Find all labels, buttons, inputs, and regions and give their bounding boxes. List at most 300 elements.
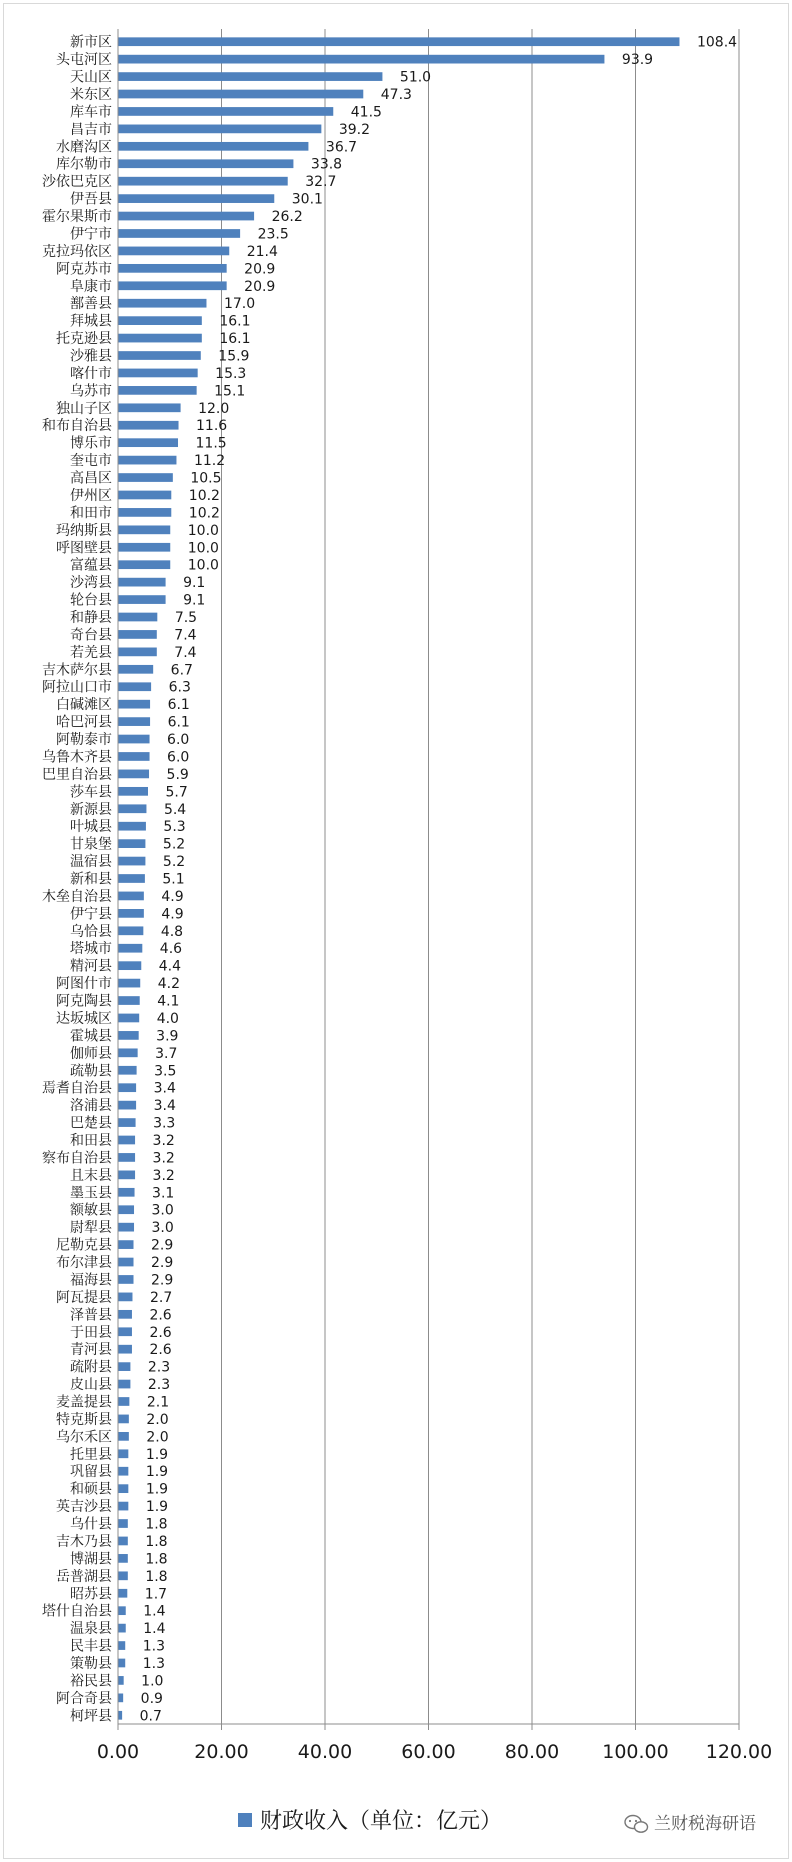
- category-label: 阿克陶县: [56, 993, 112, 1010]
- bar: [119, 90, 364, 99]
- bar: [119, 578, 166, 587]
- category-label: 奎屯市: [70, 453, 112, 470]
- legend: [238, 1809, 502, 1834]
- bar: [119, 1554, 128, 1563]
- bar: [119, 1380, 131, 1389]
- value-label: 6.0: [167, 749, 190, 766]
- x-tick-label: 60.00: [401, 1741, 456, 1763]
- category-label: 头屯河区: [56, 52, 112, 69]
- category-label: 克拉玛依区: [42, 243, 112, 260]
- bar: [119, 1345, 132, 1354]
- bars: [119, 35, 738, 1725]
- category-label: 阿拉山口市: [42, 679, 112, 696]
- bar: [119, 648, 157, 657]
- category-label: 疏勒县: [70, 1063, 112, 1080]
- bar: [119, 177, 288, 186]
- category-label: 吉木乃县: [56, 1533, 112, 1550]
- value-label: 4.1: [157, 993, 180, 1010]
- bar: [119, 1258, 134, 1267]
- bar: [119, 1606, 126, 1615]
- category-label: 伊宁县: [70, 906, 112, 923]
- bar: [119, 229, 241, 238]
- bar: [119, 1589, 128, 1598]
- category-label: 白碱滩区: [56, 697, 112, 714]
- bar: [119, 1310, 132, 1319]
- bar: [119, 1676, 124, 1685]
- category-label: 莎车县: [70, 784, 112, 801]
- value-label: 12.0: [198, 400, 230, 417]
- value-label: 6.3: [168, 679, 191, 696]
- category-label: 柯坪县: [70, 1708, 112, 1725]
- bar: [119, 142, 309, 151]
- bar: [119, 961, 142, 970]
- value-label: 6.1: [167, 714, 190, 731]
- category-label: 岳普湖县: [56, 1568, 112, 1585]
- category-label: 高昌区: [70, 470, 112, 487]
- value-label: 3.7: [155, 1045, 178, 1062]
- bar: [119, 194, 275, 203]
- value-label: 10.5: [190, 470, 222, 487]
- value-label: 1.8: [145, 1551, 168, 1568]
- category-label: 伽师县: [70, 1045, 112, 1062]
- value-label: 5.7: [165, 784, 188, 801]
- bar: [119, 1083, 137, 1092]
- bar: [119, 665, 154, 674]
- bar: [119, 456, 177, 465]
- value-label: 5.1: [162, 871, 185, 888]
- value-label: 5.4: [163, 801, 187, 818]
- value-label: 2.6: [149, 1324, 172, 1341]
- bar: [119, 1624, 126, 1633]
- category-label: 洛浦县: [70, 1098, 112, 1115]
- bar: [119, 857, 146, 866]
- value-label: 41.5: [350, 104, 382, 121]
- value-label: 1.4: [143, 1603, 166, 1620]
- bar: [119, 491, 172, 500]
- value-label: 6.7: [170, 662, 193, 679]
- category-label: 沙依巴克区: [42, 174, 112, 191]
- category-label: 塔城市: [70, 941, 112, 958]
- value-label: 51.0: [399, 69, 432, 86]
- category-label: 沙雅县: [70, 348, 112, 365]
- watermark-text: 兰财税海研语: [654, 1814, 756, 1834]
- value-label: 3.1: [152, 1185, 175, 1202]
- value-label: 1.9: [145, 1481, 169, 1498]
- value-label: 1.0: [141, 1673, 164, 1690]
- value-label: 0.7: [139, 1708, 162, 1725]
- category-label: 温泉县: [70, 1621, 112, 1638]
- bar: [119, 944, 143, 953]
- value-label: 108.4: [696, 34, 738, 51]
- bar: [119, 822, 146, 831]
- category-label: 库尔勒市: [56, 156, 112, 173]
- category-label: 哈巴河县: [56, 714, 112, 731]
- bar: [119, 979, 141, 988]
- bar: [119, 403, 181, 412]
- value-label: 10.2: [188, 487, 220, 504]
- value-label: 2.3: [147, 1377, 171, 1394]
- value-label: 16.1: [219, 331, 251, 348]
- bar: [119, 926, 144, 935]
- category-label: 独山子区: [56, 400, 112, 417]
- bar: [119, 1449, 129, 1458]
- value-label: 1.9: [145, 1499, 169, 1516]
- value-label: 33.8: [310, 156, 343, 173]
- category-label: 富蕴县: [70, 557, 112, 574]
- value-label: 17.0: [223, 296, 256, 313]
- bar: [119, 892, 144, 901]
- value-label: 5.2: [162, 836, 186, 853]
- category-label: 福海县: [70, 1272, 112, 1289]
- category-label: 英吉沙县: [56, 1499, 112, 1516]
- category-label: 尉犁县: [70, 1220, 112, 1237]
- bar: [119, 1327, 132, 1336]
- category-label: 和静县: [70, 610, 112, 627]
- value-label: 2.6: [149, 1342, 172, 1359]
- category-label: 于田县: [70, 1324, 112, 1341]
- category-label: 库车市: [70, 104, 112, 121]
- value-label: 2.9: [151, 1255, 174, 1272]
- category-label: 托里县: [70, 1446, 112, 1463]
- chart-frame: [3, 3, 789, 1859]
- category-label: 阿克苏市: [56, 261, 112, 278]
- bar: [119, 473, 173, 482]
- bar: [119, 1188, 135, 1197]
- category-label: 疏附县: [70, 1359, 112, 1376]
- bar: [119, 1711, 123, 1720]
- value-label: 2.3: [147, 1359, 171, 1376]
- bar: [119, 1484, 129, 1493]
- category-label: 乌什县: [70, 1516, 112, 1533]
- value-label: 39.2: [338, 121, 371, 138]
- category-label: 额敏县: [70, 1202, 112, 1219]
- value-label: 5.2: [162, 854, 186, 871]
- bar: [119, 212, 255, 221]
- category-label: 奇台县: [70, 627, 112, 644]
- bar: [119, 595, 166, 604]
- category-label: 拜城县: [70, 313, 112, 330]
- x-tick-label: 80.00: [504, 1741, 560, 1763]
- bar: [119, 560, 171, 569]
- bar: [119, 1136, 136, 1145]
- category-label: 霍城县: [70, 1028, 112, 1045]
- category-label: 阿瓦提县: [56, 1289, 112, 1306]
- value-label: 2.0: [146, 1429, 169, 1446]
- bar: [119, 159, 294, 168]
- category-label: 达坂城区: [56, 1010, 112, 1027]
- bar: [119, 1467, 129, 1476]
- value-label: 15.3: [215, 365, 247, 382]
- value-label: 93.9: [621, 52, 654, 69]
- bar: [119, 1415, 129, 1424]
- bar: [119, 735, 150, 744]
- category-label: 阿勒泰市: [56, 732, 112, 749]
- value-label: 11.2: [193, 453, 226, 470]
- category-label: 阿合奇县: [56, 1690, 112, 1707]
- value-label: 4.2: [157, 976, 181, 993]
- bar: [119, 72, 383, 81]
- value-label: 20.9: [244, 261, 276, 278]
- bar: [119, 438, 179, 447]
- value-label: 4.8: [160, 923, 184, 940]
- value-label: 36.7: [325, 139, 358, 156]
- bar: [119, 1048, 138, 1057]
- category-label: 察布自治县: [42, 1150, 112, 1167]
- bar: [119, 909, 144, 918]
- value-label: 6.0: [167, 732, 190, 749]
- bar: [119, 1571, 128, 1580]
- value-label: 3.4: [153, 1080, 176, 1097]
- category-label: 伊宁市: [70, 226, 112, 243]
- category-label: 博乐市: [70, 435, 112, 452]
- value-label: 3.2: [152, 1132, 175, 1149]
- value-label: 20.9: [244, 278, 276, 295]
- bar: [119, 1432, 129, 1441]
- category-label: 甘泉堡: [70, 836, 112, 853]
- value-label: 1.8: [145, 1516, 168, 1533]
- bar: [119, 787, 148, 796]
- bar: [119, 1693, 124, 1702]
- bar: [119, 996, 140, 1005]
- category-label: 巴里自治县: [42, 766, 112, 783]
- value-label: 3.4: [153, 1098, 176, 1115]
- category-label: 若羌县: [70, 644, 112, 661]
- value-label: 47.3: [380, 87, 412, 104]
- x-tick-label: 100.00: [602, 1741, 669, 1763]
- value-label: 6.1: [167, 697, 190, 714]
- value-label: 4.0: [156, 1010, 179, 1027]
- bar: [119, 839, 146, 848]
- bar: [119, 369, 198, 378]
- category-label: 和布自治县: [42, 418, 112, 435]
- category-label: 玛纳斯县: [56, 522, 112, 539]
- category-label: 木垒自治县: [42, 888, 112, 905]
- value-label: 23.5: [257, 226, 289, 243]
- x-tick-label: 0.00: [96, 1741, 140, 1763]
- gridlines: [222, 29, 740, 1724]
- category-label: 精河县: [70, 958, 112, 975]
- bar: [119, 508, 172, 517]
- value-label: 7.5: [174, 610, 198, 627]
- category-label: 昭苏县: [70, 1586, 112, 1603]
- bar: [119, 1362, 131, 1371]
- category-label: 策勒县: [70, 1655, 112, 1672]
- x-tick-label: 40.00: [297, 1741, 353, 1763]
- value-label: 3.2: [152, 1167, 175, 1184]
- value-label: 2.9: [151, 1272, 174, 1289]
- bar: [119, 351, 201, 360]
- value-label: 2.7: [149, 1289, 173, 1306]
- bar: [119, 630, 157, 639]
- value-label: 1.3: [142, 1655, 165, 1672]
- bar: [119, 1537, 128, 1546]
- category-label: 阜康市: [70, 278, 112, 295]
- value-label: 32.7: [305, 174, 337, 191]
- bar: [119, 1066, 137, 1075]
- value-label: 10.0: [187, 522, 219, 539]
- category-label: 乌鲁木齐县: [42, 749, 112, 766]
- value-label: 10.2: [188, 505, 220, 522]
- value-label: 2.9: [151, 1237, 174, 1254]
- value-label: 1.8: [145, 1533, 168, 1550]
- value-label: 2.0: [146, 1411, 169, 1428]
- bar: [119, 1223, 135, 1232]
- category-label: 霍尔果斯市: [42, 209, 112, 226]
- bar: [119, 1502, 129, 1511]
- bar-chart: [4, 4, 790, 1860]
- category-label: 叶城县: [70, 819, 112, 836]
- category-label: 特克斯县: [56, 1411, 112, 1428]
- value-label: 3.0: [151, 1220, 174, 1237]
- legend-label: 财政收入（单位：亿元）: [260, 1809, 503, 1834]
- value-label: 11.5: [195, 435, 227, 452]
- value-label: 7.4: [174, 644, 197, 661]
- category-label: 和田市: [70, 505, 112, 522]
- bar: [119, 1519, 128, 1528]
- value-label: 15.9: [218, 348, 250, 365]
- category-label: 且末县: [70, 1167, 112, 1184]
- value-label: 10.0: [187, 540, 219, 557]
- bar: [119, 700, 151, 709]
- value-label: 3.3: [153, 1115, 176, 1132]
- value-label: 1.7: [144, 1586, 168, 1603]
- category-label: 墨玉县: [70, 1185, 112, 1202]
- value-label: 1.4: [143, 1621, 166, 1638]
- category-label: 青河县: [70, 1342, 112, 1359]
- bar: [119, 770, 150, 779]
- category-label: 乌恰县: [70, 923, 112, 940]
- bar: [119, 613, 158, 622]
- value-label: 1.3: [142, 1638, 165, 1655]
- bar: [119, 37, 680, 46]
- category-label: 尼勒克县: [56, 1237, 112, 1254]
- value-label: 21.4: [246, 243, 278, 260]
- value-label: 1.9: [145, 1446, 169, 1463]
- value-label: 9.1: [183, 575, 206, 592]
- bar: [119, 125, 322, 134]
- category-label: 鄯善县: [70, 296, 112, 313]
- bar: [119, 1205, 135, 1214]
- value-label: 0.9: [140, 1690, 163, 1707]
- x-tick-label: 120.00: [705, 1741, 773, 1763]
- value-label: 3.0: [151, 1202, 174, 1219]
- bar: [119, 717, 151, 726]
- bar: [119, 1293, 133, 1302]
- bar: [119, 247, 230, 256]
- bar: [119, 1171, 136, 1180]
- bar: [119, 334, 202, 343]
- bar: [119, 316, 202, 325]
- bar: [119, 525, 171, 534]
- category-label: 新和县: [70, 871, 112, 888]
- value-label: 16.1: [219, 313, 251, 330]
- category-label: 天山区: [70, 69, 112, 86]
- category-label: 新源县: [70, 801, 112, 818]
- bar: [119, 107, 334, 116]
- bar: [119, 1659, 126, 1668]
- category-label: 和硕县: [70, 1481, 112, 1498]
- category-label: 水磨沟区: [56, 139, 112, 156]
- value-label: 4.4: [158, 958, 182, 975]
- value-label: 9.1: [183, 592, 206, 609]
- category-label: 伊吾县: [70, 191, 112, 208]
- value-label: 5.3: [163, 819, 186, 836]
- category-label: 皮山县: [70, 1377, 112, 1394]
- bar: [119, 1118, 136, 1127]
- value-label: 7.4: [174, 627, 197, 644]
- category-label: 吉木萨尔县: [42, 662, 112, 679]
- bar: [119, 1240, 134, 1249]
- value-label: 4.6: [159, 941, 183, 958]
- category-label: 伊州区: [70, 487, 112, 504]
- category-label: 民丰县: [70, 1638, 112, 1655]
- value-label: 15.1: [214, 383, 246, 400]
- value-label: 30.1: [291, 191, 323, 208]
- category-label: 沙湾县: [70, 575, 112, 592]
- value-label: 5.9: [166, 766, 189, 783]
- bar: [119, 386, 197, 395]
- value-label: 26.2: [271, 209, 303, 226]
- value-label: 2.6: [149, 1307, 172, 1324]
- category-label: 麦盖提县: [56, 1394, 112, 1411]
- category-label: 乌苏市: [70, 383, 112, 400]
- bar: [119, 55, 605, 64]
- category-label: 布尔津县: [56, 1255, 112, 1272]
- watermark: [625, 1814, 756, 1834]
- bar: [119, 804, 147, 813]
- category-label: 托克逊县: [56, 331, 112, 348]
- value-label: 1.8: [145, 1568, 168, 1585]
- value-label: 4.9: [161, 888, 184, 905]
- bar: [119, 752, 150, 761]
- category-label: 巴楚县: [70, 1115, 112, 1132]
- bar: [119, 1275, 134, 1284]
- category-label: 阿图什市: [56, 976, 112, 993]
- value-label: 4.9: [161, 906, 184, 923]
- bar: [119, 682, 152, 691]
- category-label: 轮台县: [70, 592, 112, 609]
- category-label: 博湖县: [70, 1551, 112, 1568]
- category-label: 焉耆自治县: [42, 1080, 112, 1097]
- category-label: 乌尔禾区: [56, 1429, 112, 1446]
- bar: [119, 1014, 140, 1023]
- x-tick-label: 20.00: [194, 1741, 249, 1763]
- bar: [119, 1101, 137, 1110]
- category-label: 裕民县: [70, 1673, 112, 1690]
- category-label: 呼图壁县: [56, 540, 112, 557]
- bar: [119, 281, 227, 290]
- category-label: 塔什自治县: [42, 1603, 112, 1620]
- bar: [119, 264, 227, 273]
- value-label: 3.9: [156, 1028, 179, 1045]
- category-label: 米东区: [70, 87, 112, 104]
- legend-swatch: [238, 1813, 252, 1827]
- wechat-icon: [625, 1816, 648, 1833]
- bar: [119, 1153, 136, 1162]
- category-label: 新市区: [70, 34, 112, 51]
- bar: [119, 1031, 139, 1040]
- value-label: 10.0: [187, 557, 219, 574]
- value-label: 3.2: [152, 1150, 175, 1167]
- value-label: 11.6: [196, 418, 228, 435]
- category-label: 温宿县: [70, 854, 112, 871]
- bar: [119, 1397, 130, 1406]
- bar: [119, 1641, 126, 1650]
- bar: [119, 543, 171, 552]
- value-label: 3.5: [154, 1063, 177, 1080]
- bar: [119, 874, 145, 883]
- category-label: 喀什市: [70, 365, 112, 382]
